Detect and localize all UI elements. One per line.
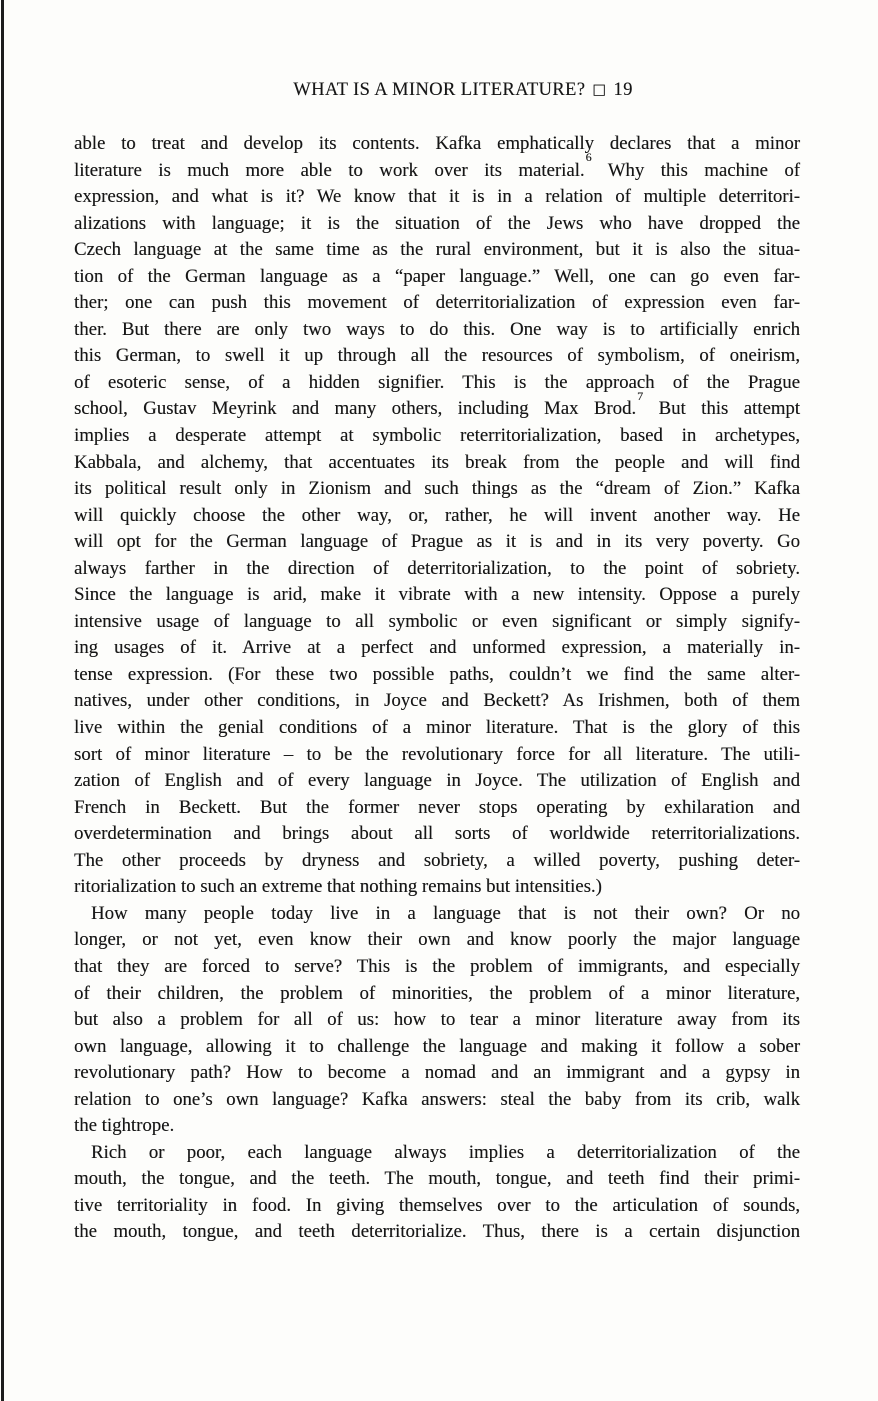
text-line: ther; one can push this movement of deterritorialization of expression even far-: [74, 292, 800, 314]
text-line: French in Beckett. But the former never stops operating by exhilaration and: [74, 796, 800, 818]
text-line: longer, or not yet, even know their own and know poorly the major language: [74, 929, 800, 951]
text-line: relation to one’s own language? Kafka answers: steal the baby from its crib, walk: [74, 1088, 800, 1110]
text-line: own language, allowing it to challenge the language and making it follow a sober: [74, 1035, 800, 1057]
text-line: live within the genial conditions of a minor literature. That is the glory of this: [74, 717, 800, 739]
section-box-icon: □: [592, 82, 607, 98]
text-line: always farther in the direction of deterritorialization, to the point of sobriety.: [74, 557, 800, 579]
text-line: ing usages of it. Arrive at a perfect and unformed expression, a materially in-: [74, 637, 800, 659]
text-line: ther. But there are only two ways to do this. One way is to artificially enrich: [74, 318, 800, 340]
text-line: How many people today live in a language that is not their own? Or no: [91, 902, 800, 924]
running-header-title: WHAT IS A MINOR LITERATURE?: [293, 80, 586, 100]
text-line: zation of English and of every language in Joyce. The utilization of English and: [74, 770, 800, 792]
text-line: Since the language is arid, make it vibrate with a new intensity. Oppose a purely: [74, 584, 800, 606]
text-line: Czech language at the same time as the rural environment, but it is also the situa-: [74, 239, 800, 261]
text-line: the tightrope.: [74, 1115, 175, 1137]
text-line: the mouth, tongue, and teeth deterritorialize. Thus, there is a certain disjunction: [74, 1221, 800, 1243]
text-line: sort of minor literature – to be the revolutionary force for all literature. The utili-: [74, 743, 800, 765]
footnote-ref: 7: [637, 389, 644, 404]
page-text: [74, 131, 800, 1246]
text-line: mouth, the tongue, and the teeth. The mouth, tongue, and teeth find their primi-: [74, 1168, 800, 1190]
text-line: alizations with language; it is the situation of the Jews who have dropped the: [74, 212, 800, 234]
text-line: Rich or poor, each language always implies a deterritorialization of the: [91, 1141, 800, 1163]
text-line: ritorialization to such an extreme that nothing remains but intensities.): [74, 876, 602, 898]
text-line: but also a problem for all of us: how to tear a minor literature away from its: [74, 1009, 800, 1031]
text-line: intensive usage of language to all symbolic or even significant or simply signify-: [74, 610, 800, 632]
text-line: able to treat and develop its contents. Kafka emphatically declares that a minor: [74, 133, 800, 154]
text-line: that they are forced to serve? This is the problem of immigrants, and especially: [74, 955, 800, 977]
text-line: tion of the German language as a “paper language.” Well, one can go even far-: [74, 265, 800, 287]
text-line: The other proceeds by dryness and sobriety, a willed poverty, pushing deter-: [74, 849, 800, 871]
scan-edge-artifact: [1, 0, 4, 1401]
text-line: will quickly choose the other way, or, rather, he will invent another way. He: [74, 504, 800, 526]
footnote-ref: 6: [585, 150, 592, 165]
page-number: 19: [613, 80, 633, 100]
running-header: [74, 80, 826, 101]
text-line: tense expression. (For these two possible paths, couldn’t we find the same alter-: [74, 663, 800, 685]
text-line: implies a desperate attempt at symbolic reterritorialization, based in archetypes,: [74, 425, 800, 447]
text-line: Kabbala, and alchemy, that accentuates its break from the people and will find: [74, 451, 800, 473]
text-line: literature is much more able to work over its material.$^6$ Why this machine of: [74, 150, 800, 181]
text-line: overdetermination and brings about all sorts of worldwide reterritorializations.: [74, 823, 800, 845]
text-line: school, Gustav Meyrink and many others, including Max Brod.$^7$ But this attempt: [74, 389, 800, 420]
text-line: expression, and what is it? We know that it is in a relation of multiple deterritori-: [74, 186, 800, 208]
text-line: this German, to swell it up through all the resources of symbolism, of oneirism,: [74, 345, 800, 367]
text-line: natives, under other conditions, in Joyce and Beckett? As Irishmen, both of them: [74, 690, 800, 712]
text-line: revolutionary path? How to become a nomad and an immigrant and a gypsy in: [74, 1062, 800, 1084]
text-line: of esoteric sense, of a hidden signifier. This is the approach of the Prague: [74, 371, 800, 393]
text-line: will opt for the German language of Prague as it is and in its very poverty. Go: [74, 531, 800, 553]
text-line: its political result only in Zionism and such things as the “dream of Zion.” Kafka: [74, 478, 800, 500]
text-line: of their children, the problem of minorities, the problem of a minor literature,: [74, 982, 800, 1004]
text-line: tive territoriality in food. In giving themselves over to the articulation of sounds,: [74, 1194, 800, 1216]
